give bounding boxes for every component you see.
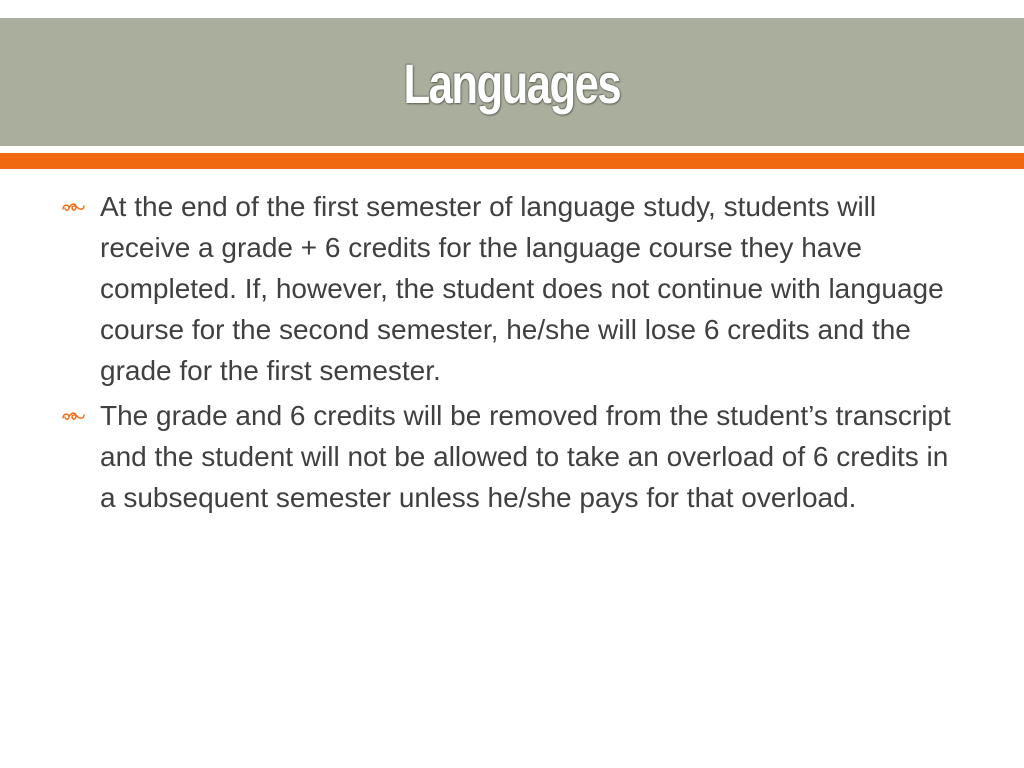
bullet-text: The grade and 6 credits will be removed from the student’s transcript and the student will not be allowed to take an overload of 6 credits in a subsequent semester unless he/she pays for that overload. bbox=[100, 400, 951, 513]
bullet-text: At the end of the first semester of language study, students will receive a grade + 6 credits for the language course they have completed. If, however, the student does not continue with language course for the second semester, he/she will lose 6 credits and the grade for the first semester. bbox=[100, 191, 944, 386]
scroll-swirl-icon bbox=[60, 410, 88, 422]
bullet-list bbox=[60, 186, 965, 522]
accent-bar bbox=[0, 153, 1024, 169]
title-band bbox=[0, 18, 1024, 146]
bullet-item bbox=[60, 186, 965, 391]
bullet-item bbox=[60, 395, 965, 518]
scroll-swirl-icon bbox=[60, 201, 88, 213]
slide-title: Languages bbox=[403, 52, 621, 115]
